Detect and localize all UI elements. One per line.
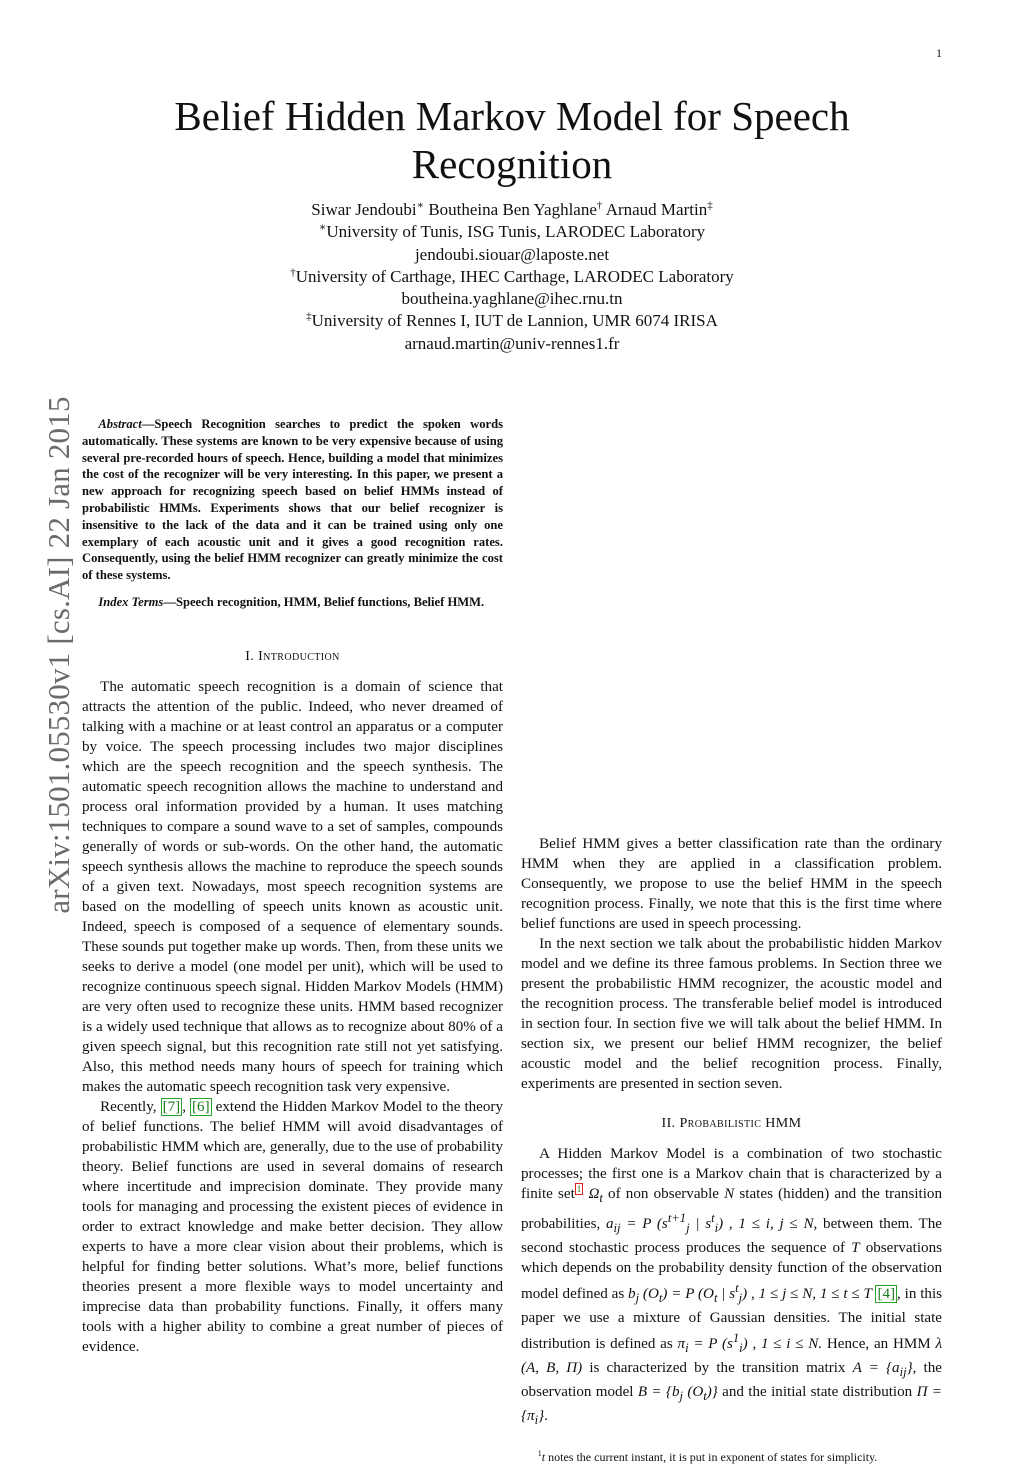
intro-paragraph-2: [82, 1097, 503, 1357]
math-superscript: t+1: [667, 1211, 687, 1226]
math-subscript: j: [686, 1221, 690, 1236]
math-paren: ): [718, 1216, 724, 1233]
math-range: , 1 ≤ i ≤ N.: [747, 1336, 823, 1353]
paragraph-text: , the observation model: [521, 1360, 942, 1401]
math-T: T: [851, 1240, 860, 1257]
author-name: Siwar Jendoubi: [311, 200, 417, 219]
author-mark: †: [596, 199, 603, 212]
paragraph-text: is characterized by the transition matrix: [582, 1360, 853, 1377]
author-email: jendoubi.siouar@laposte.net: [414, 244, 610, 264]
author-mark: ∗: [416, 199, 425, 212]
abstract-text: —Speech Recognition searches to predict the spoken words automatically. These systems are known to be very expensive because of using several pre-recorded hours of speech. Hence, building a model that minimizes the cost of the recognizer will be very interesting. In this paper, we present a new approach for recognizing speech based on belief HMMs instead of probabilistic HMMs. Experiments shows that our belief recognizer is insensitive to the lack of the data and it can be trained using only one exemplary of each acoustic unit and it gives a good recognition rates. Consequently, using the belief HMM recognizer can greatly minimize the cost of these systems.: [82, 417, 503, 583]
math-given: | s: [689, 1216, 712, 1233]
math-subscript: i: [739, 1341, 743, 1356]
footnote-link[interactable]: 1: [576, 1183, 582, 1194]
right-column: [521, 414, 942, 1477]
math-N: N: [724, 1186, 735, 1202]
math-paren: ): [742, 1336, 748, 1353]
author-name: Arnaud Martin: [605, 200, 708, 219]
math-observation-mid: ) = P (O: [662, 1286, 714, 1303]
page-number: 1: [936, 46, 942, 60]
affiliation: [150, 266, 874, 288]
section-heading-introduction: [82, 647, 503, 667]
math-initial-formula: = P (s: [688, 1336, 733, 1353]
intro-paragraph-4: In the next section we talk about the probabilistic hidden Markov model and we define its three famous problems. In Section three we present the probabilistic HMM recognizer, the acoustic model and the recognition process. The transferable belief model is introduced in section four. In section five we will talk about the belief HMM. In section six, we present our belief HMM recognizer, the belief acoustic model and the belief recognition process. Finally, experiments are presented in section seven.: [521, 936, 942, 1092]
author-name: Boutheina Ben Yaghlane: [428, 200, 597, 219]
abstract: [82, 416, 503, 584]
intro-paragraph-3: Belief HMM gives a better classification rate than the ordinary HMM when they are applied in a classification problem. Consequently, we propose to use the belief HMM in the speech recognition process. Finally, we note that this is the first time where belief functions are used in speech processing.: [521, 836, 942, 932]
author-email: arnaud.martin@univ-rennes1.fr: [404, 333, 620, 353]
math-B-mid: (O: [683, 1384, 704, 1401]
citation-link[interactable]: [7]: [162, 1098, 181, 1115]
intro-paragraph-1: The automatic speech recognition is a domain of science that attracts the attention of the public. Indeed, who never dreamed of talking with a machine or at least control an apparatus or a computer by voice. The speech processing includes two major disciplines which are the speech recognition and the speech synthesis. The automatic speech recognition allows the machine to understand and process oral information provided by a human. It uses matching techniques to compare a sound wave to a set of samples, compounds generally of words or sub-words. On the other hand, the automatic speech synthesis allows the machine to reproduce the speech sounds of a given text. Nowadays, most speech recognition systems are based on the modelling of speech units known as acoustic unit. Indeed, speech is composed of a sequence of elementary sounds. These sounds put together make up words. Then, from these units we seeks to derive a model (one model per unit), which will be used to recognize continuous speech signal. Hidden Markov Models (HMM) are very often used to recognize these units. HMM based recognizer is a widely used technique that allows as to recognize about 80% of a given speech signal, but this recognition rate still not yet satisfying. Also, this method needs many hours of speech for training which makes the automatic speech recognition task very expensive.: [82, 678, 503, 1095]
math-subscript: t: [658, 1291, 663, 1306]
math-range: , 1 ≤ j ≤ N, 1 ≤ t ≤ T: [747, 1286, 876, 1303]
math-transition-formula: = P (s: [620, 1216, 668, 1233]
math-superscript: t: [711, 1211, 715, 1226]
affiliation-name: University of Tunis, ISG Tunis, LARODEC Laboratory: [326, 222, 706, 242]
math-subscript: t: [713, 1291, 718, 1306]
affiliation-mark: ∗: [318, 221, 327, 234]
math-given: | s: [717, 1286, 736, 1303]
citation-link[interactable]: [6]: [192, 1098, 210, 1115]
math-omega: Ω: [583, 1186, 600, 1202]
section-number: I.: [245, 648, 259, 664]
affiliation-mark: ‡: [306, 310, 312, 323]
math-subscript: t: [703, 1389, 707, 1404]
footnote-mark: 1: [537, 1449, 542, 1459]
paragraph-text: of non observable: [602, 1186, 725, 1202]
section-heading-probabilistic-hmm: [521, 1114, 942, 1134]
affiliation-name: University of Rennes I, IUT de Lannion, UMR 6074 IRISA: [311, 311, 718, 331]
paragraph-text: .: [544, 1408, 548, 1425]
math-a: a: [605, 1216, 614, 1233]
math-range: , 1 ≤ i, j ≤ N,: [723, 1216, 818, 1233]
paragraph-text: ,: [182, 1098, 191, 1115]
math-subscript: i: [714, 1221, 719, 1236]
math-pi: π: [677, 1336, 686, 1353]
math-B: B = {b: [637, 1384, 680, 1401]
paragraph-text: Hence, an HMM: [822, 1336, 936, 1353]
math-subscript: j: [738, 1291, 743, 1306]
affiliation-mark: †: [290, 266, 296, 279]
math-subscript: t: [599, 1191, 603, 1206]
section-title: Probabilistic HMM: [679, 1116, 802, 1131]
math-superscript: t: [735, 1281, 739, 1296]
index-terms-label: Index Terms: [98, 594, 164, 609]
math-subscript: j: [635, 1291, 640, 1306]
author-block: [150, 199, 874, 355]
paragraph-text: states (hidden) and the transition probabilities,: [521, 1186, 943, 1233]
footnote: [521, 1446, 942, 1465]
math-subscript: i: [685, 1341, 689, 1356]
abstract-label: Abstract: [98, 417, 142, 431]
arxiv-stamp: arXiv:1501.05530v1 [cs.AI] 22 Jan 2015: [41, 396, 76, 914]
index-terms: [82, 594, 503, 611]
paragraph-text: Recently,: [100, 1098, 161, 1115]
paragraph-text: observations which depends on the probability density function of the observation model defined as: [521, 1240, 942, 1303]
math-paren: ): [742, 1286, 748, 1303]
math-subscript: i: [534, 1413, 539, 1428]
math-subscript: ij: [613, 1221, 621, 1236]
affiliation: [150, 221, 874, 243]
paragraph-text: , in this paper we use a mixture of Gaussian densities. The initial state distribution is defined as: [521, 1286, 943, 1353]
math-superscript: 1: [732, 1331, 740, 1346]
author-names: [150, 199, 874, 221]
section-title: Introduction: [258, 648, 340, 664]
index-terms-text: —Speech recognition, HMM, Belief functions, Belief HMM.: [163, 594, 485, 609]
math-brace: }: [906, 1360, 913, 1377]
math-A: A = {a: [852, 1360, 900, 1377]
paper-title: Belief Hidden Markov Model for Speech Recognition: [174, 93, 850, 187]
hmm-paragraph: [521, 1144, 942, 1430]
math-b: b: [628, 1286, 636, 1303]
paragraph-text: A Hidden Markov Model is a combination of two stochastic processes; the first one is a Markov chain that is characterized by a finite set: [521, 1146, 942, 1202]
citation-link[interactable]: [4]: [877, 1286, 896, 1303]
math-subscript: j: [679, 1389, 683, 1404]
left-column: [82, 416, 503, 1357]
math-observation-formula: (O: [639, 1286, 659, 1303]
author-email: boutheina.yaghlane@ihec.rnu.tn: [401, 289, 623, 309]
math-lambda: λ (A, B, Π): [521, 1336, 942, 1377]
paragraph-text: between them. The second stochastic process produces the sequence of: [521, 1216, 942, 1257]
affiliation-name: University of Carthage, IHEC Carthage, LARODEC Laboratory: [295, 266, 734, 286]
math-brace: )}: [706, 1384, 718, 1401]
math-subscript: ij: [899, 1365, 907, 1380]
math-brace: }: [538, 1408, 545, 1425]
paragraph-text: and the initial state distribution: [717, 1384, 917, 1401]
paragraph-text: extend the Hidden Markov Model to the theory of belief functions. The belief HMM will avoid disadvantages of probabilistic HMM which are, generally, due to the use of probability theory. Belief functions are used in several domains of research where incertitude and imprecision dominate. They provide many tools for managing and processing the existent pieces of evidence in order to extract knowledge and make better decision. They allow experts to have a more clear vision about their problems, which is helpful for finding better solutions. What’s more, belief functions theories present a more flexible ways to model uncertainty and imprecise data than probability functions. Finally, it offers many tools with a higher ability to combine a great number of pieces of evidence.: [82, 1098, 504, 1355]
math-Pi: Π = {π: [521, 1384, 942, 1425]
section-number: II.: [661, 1116, 680, 1131]
affiliation: [150, 310, 874, 332]
author-mark: ‡: [707, 199, 713, 212]
footnote-text: notes the current instant, it is put in exponent of states for simplicity.: [545, 1450, 878, 1465]
math-t: t: [541, 1450, 546, 1465]
